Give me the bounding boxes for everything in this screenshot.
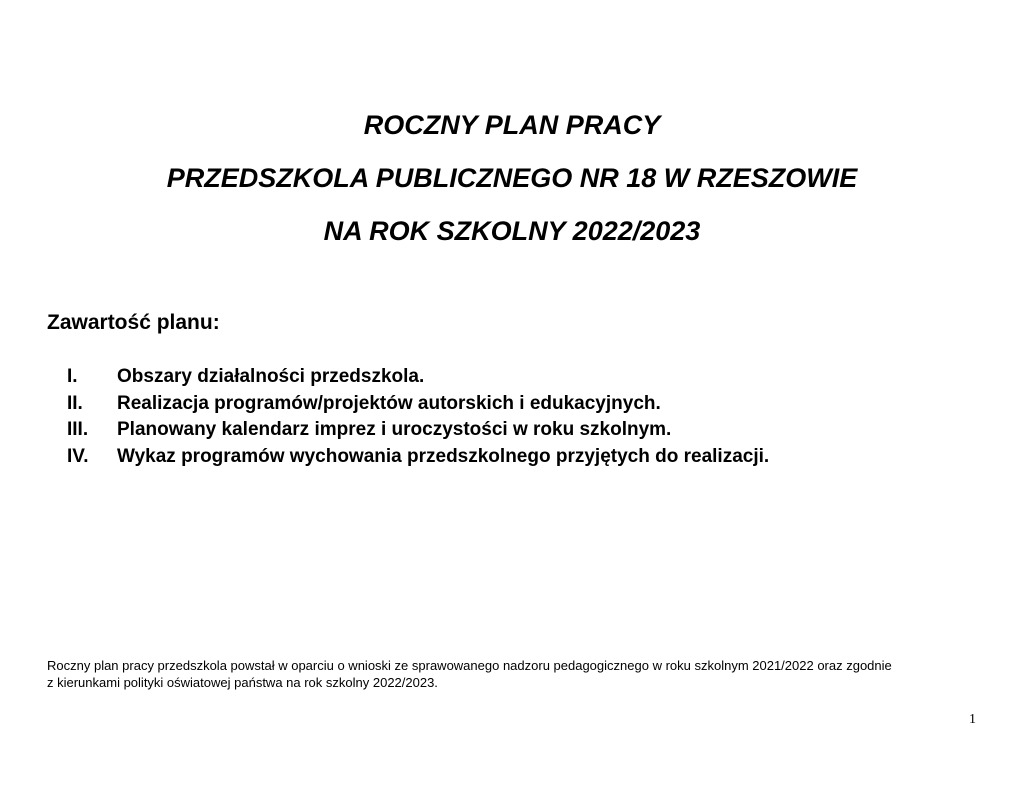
list-item-numeral: III.: [67, 419, 89, 440]
list-item-text: Planowany kalendarz imprez i uroczystości w roku szkolnym.: [117, 419, 672, 440]
page-number: 1: [969, 712, 976, 727]
footnote-line: z kierunkami polityki oświatowej państwa na rok szkolny 2022/2023.: [47, 675, 438, 690]
footnote: [47, 657, 987, 691]
list-item-numeral: II.: [67, 392, 83, 414]
list-item-numeral: I.: [67, 366, 78, 387]
document-title: [0, 112, 1024, 245]
title-line-plan: ROCZNY PLAN PRACY: [363, 110, 661, 140]
contents-heading: Zawartość planu:: [47, 311, 220, 334]
list-item-numeral: IV.: [67, 445, 89, 467]
list-item: [67, 417, 769, 444]
title-line-institution: PRZEDSZKOLA PUBLICZNEGO NR 18 W RZESZOWIE: [166, 163, 858, 193]
list-item-text: Wykaz programów wychowania przedszkolnego przyjętych do realizacji.: [117, 445, 770, 467]
contents-list: [67, 364, 769, 470]
footnote-line: Roczny plan pracy przedszkola powstał w oparciu o wnioski ze sprawowanego nadzoru pedagogicznego w roku szkolnym 2021/2022 oraz zgodnie: [47, 658, 892, 673]
list-item: [67, 444, 769, 471]
list-item-text: Obszary działalności przedszkola.: [117, 366, 425, 387]
title-line-school-year: NA ROK SZKOLNY 2022/2023: [323, 216, 701, 246]
list-item: [67, 364, 769, 391]
list-item: [67, 391, 769, 418]
list-item-text: Realizacja programów/projektów autorskich i edukacyjnych.: [117, 392, 661, 414]
